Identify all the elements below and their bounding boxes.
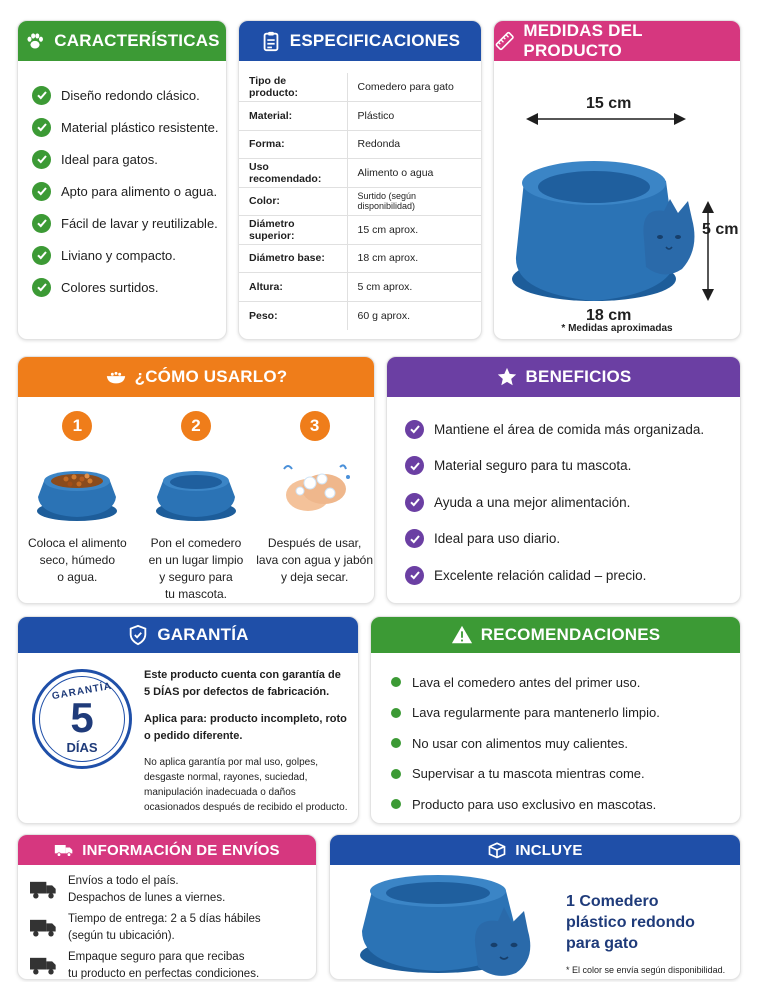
badge-top-text: GARANTÍA <box>51 680 113 703</box>
table-row: Material: Plástico <box>239 102 481 131</box>
check-icon <box>405 566 424 585</box>
envios-header <box>18 835 316 865</box>
ruler-icon <box>494 30 515 52</box>
step-2 <box>137 411 255 603</box>
table-row: Forma: Redonda <box>239 130 481 159</box>
list-item: Material plástico resistente. <box>32 111 226 143</box>
check-icon <box>32 278 51 297</box>
list-item: Colores surtidos. <box>32 271 226 303</box>
step-1 <box>18 411 136 603</box>
list-item: Lava regularmente para mantenerlo limpio. <box>391 698 740 729</box>
garantia-card <box>17 616 359 824</box>
washing-hands-image <box>270 449 360 529</box>
garantia-p2: Aplica para: producto incompleto, roto o pedido diferente. <box>144 713 347 742</box>
check-icon <box>32 182 51 201</box>
envios-title: INFORMACIÓN DE ENVÍOS <box>82 841 280 859</box>
bowl-with-food-image <box>32 449 122 529</box>
garantia-title: GARANTÍA <box>157 625 249 644</box>
height-label: 5 cm <box>702 221 739 238</box>
especificaciones-header <box>239 21 481 61</box>
check-icon <box>405 456 424 475</box>
incluye-card <box>329 834 741 980</box>
list-item: Tiempo de entrega: 2 a 5 días hábiles (según tu ubicación). <box>30 909 316 947</box>
table-row: Peso: 60 g aprox. <box>239 301 481 330</box>
step-number: 2 <box>181 411 211 441</box>
bullet-dot <box>391 799 401 809</box>
list-item: Liviano y compacto. <box>32 239 226 271</box>
list-item: Material seguro para tu mascota. <box>405 448 740 485</box>
list-item: Producto para uso exclusivo en mascotas. <box>391 789 740 820</box>
list-item: No usar con alimentos muy calientes. <box>391 728 740 759</box>
especificaciones-title: ESPECIFICACIONES <box>289 31 461 50</box>
bowl-icon <box>105 366 127 388</box>
caracteristicas-list <box>18 61 226 303</box>
incluye-note: * El color se envía según disponibilidad. <box>566 965 726 975</box>
step-3 <box>256 411 374 603</box>
list-item: Excelente relación calidad – precio. <box>405 557 740 594</box>
step-number: 1 <box>62 411 92 441</box>
paw-icon <box>24 30 46 52</box>
list-item: Diseño redondo clásico. <box>32 79 226 111</box>
medidas-card <box>493 20 741 340</box>
incluye-header <box>330 835 740 865</box>
top-diameter-label: 15 cm <box>586 95 632 112</box>
list-item: Fácil de lavar y reutilizable. <box>32 207 226 239</box>
garantia-header <box>18 617 358 653</box>
garantia-badge <box>32 669 132 769</box>
check-icon <box>405 529 424 548</box>
medidas-header <box>494 21 740 61</box>
envios-card <box>17 834 317 980</box>
table-row: Diámetro base: 18 cm aprox. <box>239 244 481 273</box>
step-text: Pon el comedero en un lugar limpio y seguro para tu mascota. <box>148 536 244 601</box>
check-icon <box>32 214 51 233</box>
garantia-p1: Este producto cuenta con garantía de 5 DÍAS por defectos de fabricación. <box>144 669 341 698</box>
check-icon <box>32 118 51 137</box>
check-icon <box>32 150 51 169</box>
list-item: Ayuda a una mejor alimentación. <box>405 484 740 521</box>
box-icon <box>487 840 507 860</box>
truck-icon <box>30 917 58 939</box>
step-text: Después de usar, lava con agua y jabón y deja secar. <box>256 536 374 584</box>
como-usarlo-header <box>18 357 374 397</box>
truck-icon <box>54 840 74 860</box>
check-icon <box>32 86 51 105</box>
star-icon <box>496 366 518 388</box>
truck-icon <box>30 879 58 901</box>
badge-number: 5 <box>70 694 94 741</box>
list-item: Envíos a todo el país. Despachos de lunes a viernes. <box>30 871 316 909</box>
list-item: Empaque seguro para que recibas tu producto en perfectas condiciones. <box>30 947 316 980</box>
step-text: Coloca el alimento seco, húmedo o agua. <box>27 536 127 584</box>
truck-icon <box>30 955 58 977</box>
recomendaciones-list <box>371 653 740 820</box>
base-diameter-label: 18 cm <box>586 307 632 324</box>
garantia-text <box>144 667 358 815</box>
cat-bowl-image <box>352 869 542 979</box>
bullet-dot <box>391 769 401 779</box>
check-icon <box>405 420 424 439</box>
table-row: Altura: 5 cm aprox. <box>239 273 481 302</box>
especificaciones-card <box>238 20 482 340</box>
medidas-title: MEDIDAS DEL PRODUCTO <box>523 21 643 60</box>
table-row: Uso recomendado: Alimento o agua <box>239 159 481 188</box>
table-row: Color: Surtido (según disponibilidad) <box>239 187 481 216</box>
garantia-p3: No aplica garantía por mal uso, golpes, desgaste normal, rayones, suciedad, manipulación inadecuada o daños ocasionados después de recibido el producto. <box>144 757 348 813</box>
como-usarlo-title: ¿CÓMO USARLO? <box>134 367 288 386</box>
beneficios-list <box>387 397 740 594</box>
check-icon <box>405 493 424 512</box>
list-item: Apto para alimento o agua. <box>32 175 226 207</box>
badge-bottom-text: DÍAS <box>66 740 98 755</box>
table-row: Diámetro superior: 15 cm aprox. <box>239 216 481 245</box>
step-number: 3 <box>300 411 330 441</box>
shield-icon <box>127 624 149 646</box>
table-row: Tipo de producto: Comedero para gato <box>239 73 481 102</box>
beneficios-header <box>387 357 740 397</box>
como-usarlo-card <box>17 356 375 604</box>
clipboard-icon <box>260 30 282 52</box>
recomendaciones-header <box>371 617 740 653</box>
caracteristicas-card <box>17 20 227 340</box>
envios-list <box>18 865 316 980</box>
list-item: Ideal para gatos. <box>32 143 226 175</box>
beneficios-card <box>386 356 741 604</box>
check-icon <box>32 246 51 265</box>
spec-table <box>239 73 481 330</box>
empty-bowl-image <box>151 449 241 529</box>
list-item: Lava el comedero antes del primer uso. <box>391 667 740 698</box>
bullet-dot <box>391 708 401 718</box>
incluye-text: 1 Comedero plástico redondo para gato <box>566 893 695 952</box>
caracteristicas-header <box>18 21 226 61</box>
warning-icon <box>451 624 473 646</box>
list-item: Ideal para uso diario. <box>405 521 740 558</box>
bullet-dot <box>391 738 401 748</box>
list-item: Mantiene el área de comida más organizada. <box>405 411 740 448</box>
recomendaciones-card <box>370 616 741 824</box>
caracteristicas-title: CARACTERÍSTICAS <box>54 31 220 50</box>
medidas-note: * Medidas aproximadas <box>561 323 673 334</box>
steps-row <box>18 397 374 603</box>
dimension-diagram <box>494 61 740 311</box>
beneficios-title: BENEFICIOS <box>525 367 632 386</box>
medidas-diagram <box>494 61 740 340</box>
list-item: Supervisar a tu mascota mientras come. <box>391 759 740 790</box>
bullet-dot <box>391 677 401 687</box>
incluye-title: INCLUYE <box>515 841 583 859</box>
cat-bowl-image <box>512 161 694 301</box>
recomendaciones-title: RECOMENDACIONES <box>480 625 661 644</box>
